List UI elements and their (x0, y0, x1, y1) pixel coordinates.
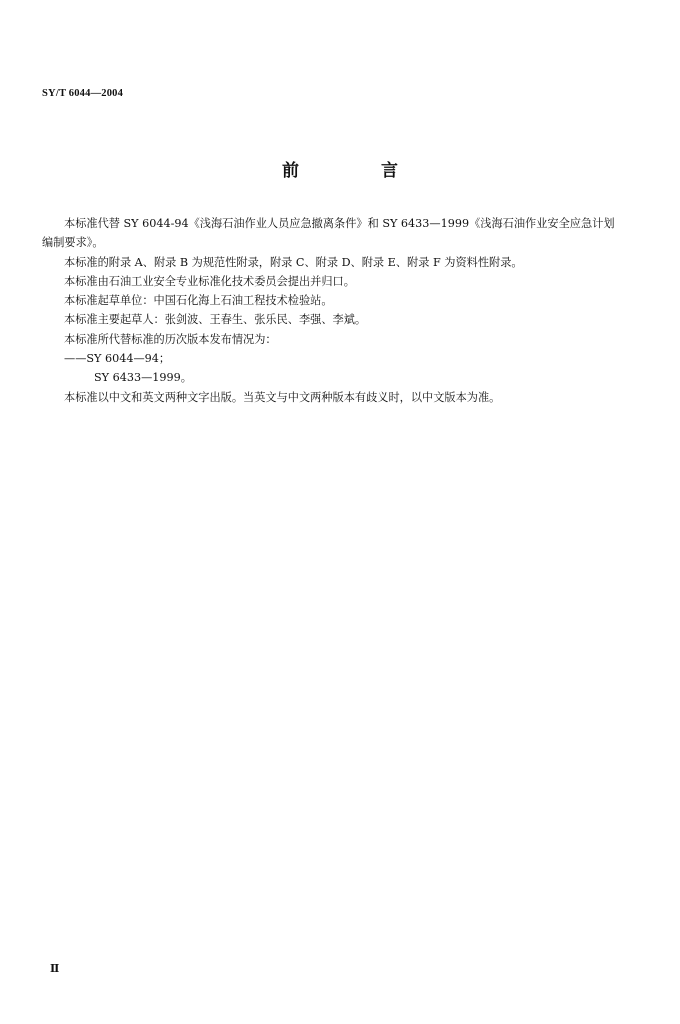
history-item: SY 6433—1999。 (94, 371, 192, 385)
page-title: 前 言 (282, 161, 436, 181)
paragraph-proposer: 本标准由石油工业安全专业标准化技术委员会提出并归口。 (64, 274, 355, 288)
foreword-body (42, 214, 622, 407)
paragraph-replacement: 本标准代替 SY 6044-94《浅海石油作业人员应急撤离条件》和 SY 6433—1999《浅海石油作业安全应急计划编制要求》。 (42, 217, 615, 250)
page-number: Ⅱ (50, 963, 60, 975)
history-item: ——SY 6044—94； (64, 352, 171, 366)
paragraph-drafting-unit: 本标准起草单位：中国石化海上石油工程技术检验站。 (64, 294, 333, 308)
paragraph-annexes: 本标准的附录 A、附录 B 为规范性附录，附录 C、附录 D、附录 E、附录 F 为资料性附录。 (64, 255, 523, 269)
paragraph-language: 本标准以中文和英文两种文字出版。当英文与中文两种版本有歧义时，以中文版本为准。 (64, 390, 501, 404)
paragraph-drafters: 本标准主要起草人：张剑波、王春生、张乐民、李强、李斌。 (64, 313, 367, 327)
standard-code: SY/T 6044—2004 (42, 88, 124, 99)
paragraph-history-intro: 本标准所代替标准的历次版本发布情况为： (64, 332, 277, 346)
